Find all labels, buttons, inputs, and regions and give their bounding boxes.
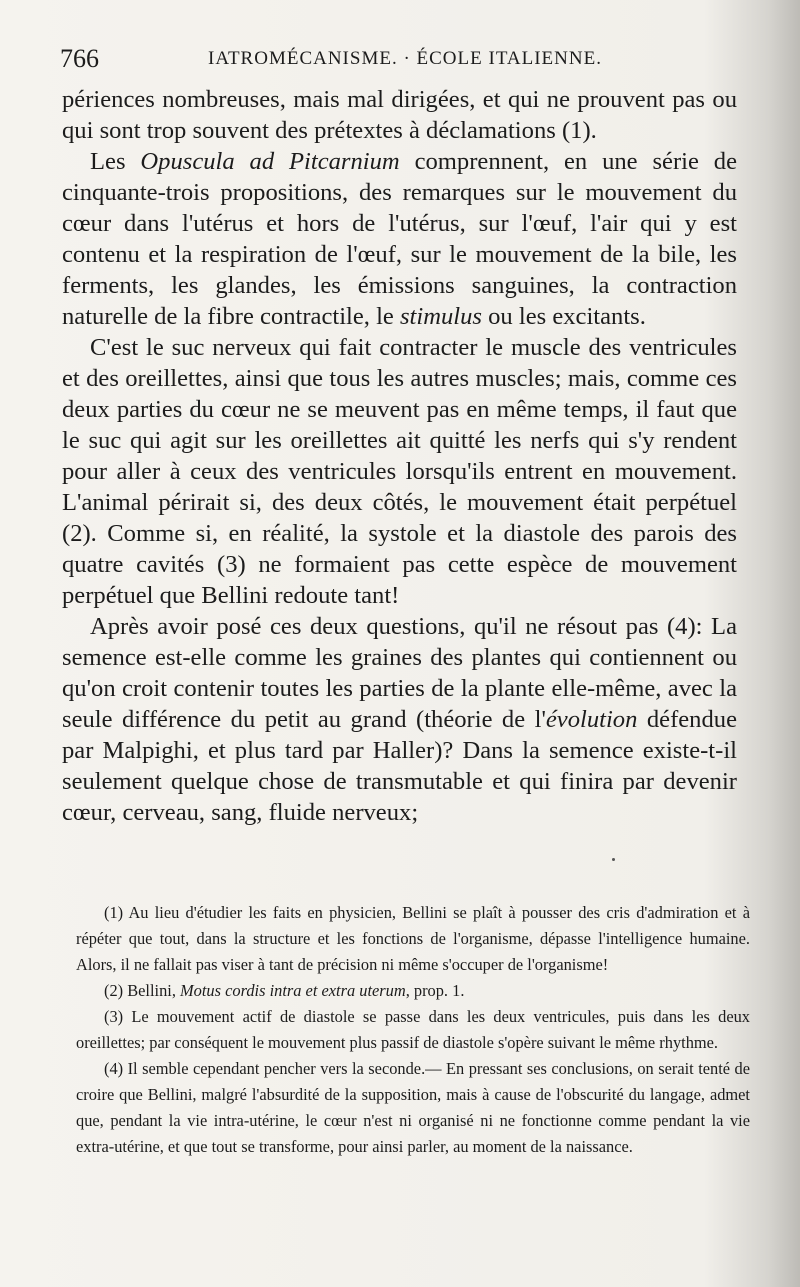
paragraph-4-text-a: Après avoir posé ces deux questions, qu'il ne résout pas (4): La semence est-elle comme les graines des plantes qui contiennent ou qu'on croit contenir toutes les parties de la plante elle-même, avec la seule différence du petit au grand (théorie de l' (62, 613, 737, 733)
page-number: 766 (60, 44, 99, 73)
paragraph-2-text-a: Les (90, 148, 141, 175)
paragraph-2-text-c: ou les excitants. (481, 303, 646, 330)
footnote-2 (76, 978, 750, 1004)
term-evolution: évolution (545, 706, 638, 733)
main-text (62, 84, 737, 828)
paragraph-4 (62, 611, 737, 828)
work-title-opuscula: Opuscula ad Pitcarnium (140, 148, 400, 175)
page-header (60, 44, 750, 80)
running-title: IATROMÉCANISME. · ÉCOLE ITALIENNE. (208, 48, 602, 69)
footnote-4: (4) Il semble cependant pencher vers la seconde.— En pressant ses conclusions, on serait tenté de croire que Bellini, malgré l'absurdité de la supposition, mais à cause de l'obscurité du langage, admet que, pendant la vie intra-utérine, le cœur n'est ni organisé ni ne fonctionne comme pendant la vie extra-utérine, et que tout se transforme, pour ainsi parler, au moment de la naissance. (76, 1059, 750, 1156)
footnote-2-text-a: (2) Bellini, (104, 981, 181, 1000)
ink-mark (612, 858, 615, 861)
footnotes (76, 900, 750, 1160)
paragraph-1: périences nombreuses, mais mal dirigées, et qui ne prouvent pas ou qui sont trop souvent des prétextes à déclamations (1). (62, 86, 737, 144)
work-title-motus-cordis: Motus cordis intra et extra uterum (180, 981, 406, 1000)
paragraph-3: C'est le suc nerveux qui fait contracter le muscle des ventricules et des oreillettes, ainsi que tous les autres muscles; mais, comme ces deux parties du cœur ne se meuvent pas en même temps, il faut que le suc qui agit sur les oreillettes ait quitté les nerfs qui s'y rendent pour aller à ceux des ventricules lorsqu'ils entrent en mouvement. L'animal périrait si, des deux côtés, le mouvement était perpétuel (2). Comme si, en réalité, la systole et la diastole des parois des quatre cavités (3) ne formaient pas cette espèce de mouvement perpétuel que Bellini redoute tant! (62, 334, 737, 609)
footnote-2-text-b: , prop. 1. (405, 981, 465, 1000)
term-stimulus: stimulus (399, 303, 482, 330)
paragraph-4-text-b: défendue par Malpighi, et plus tard par Haller)? Dans la semence existe-t-il seulement quelque chose de transmutable et qui finira par devenir cœur, cerveau, sang, fluide nerveux; (62, 706, 737, 826)
paragraph-2 (62, 146, 737, 332)
paragraph-2-text-b: comprennent, en une série de cinquante-trois propositions, des remarques sur le mouvement du cœur dans l'utérus et hors de l'utérus, sur l'œuf, l'air qui y est contenu et la respiration de l'œuf, sur le mouvement de la bile, les ferments, les glandes, les émissions sanguines, la contraction naturelle de la fibre contractile, le (62, 148, 737, 330)
footnote-1: (1) Au lieu d'étudier les faits en physicien, Bellini se plaît à pousser des cris d'admiration et à répéter que tout, dans la structure et les fonctions de l'organisme, dépasse l'intelligence humaine. Alors, il ne fallait pas viser à tant de précision ni même s'occuper de l'organisme! (76, 903, 750, 974)
footnote-3: (3) Le mouvement actif de diastole se passe dans les deux ventricules, puis dans les deux oreillettes; par conséquent le mouvement plus passif de diastole s'opère suivant le même rhythme. (76, 1007, 750, 1052)
